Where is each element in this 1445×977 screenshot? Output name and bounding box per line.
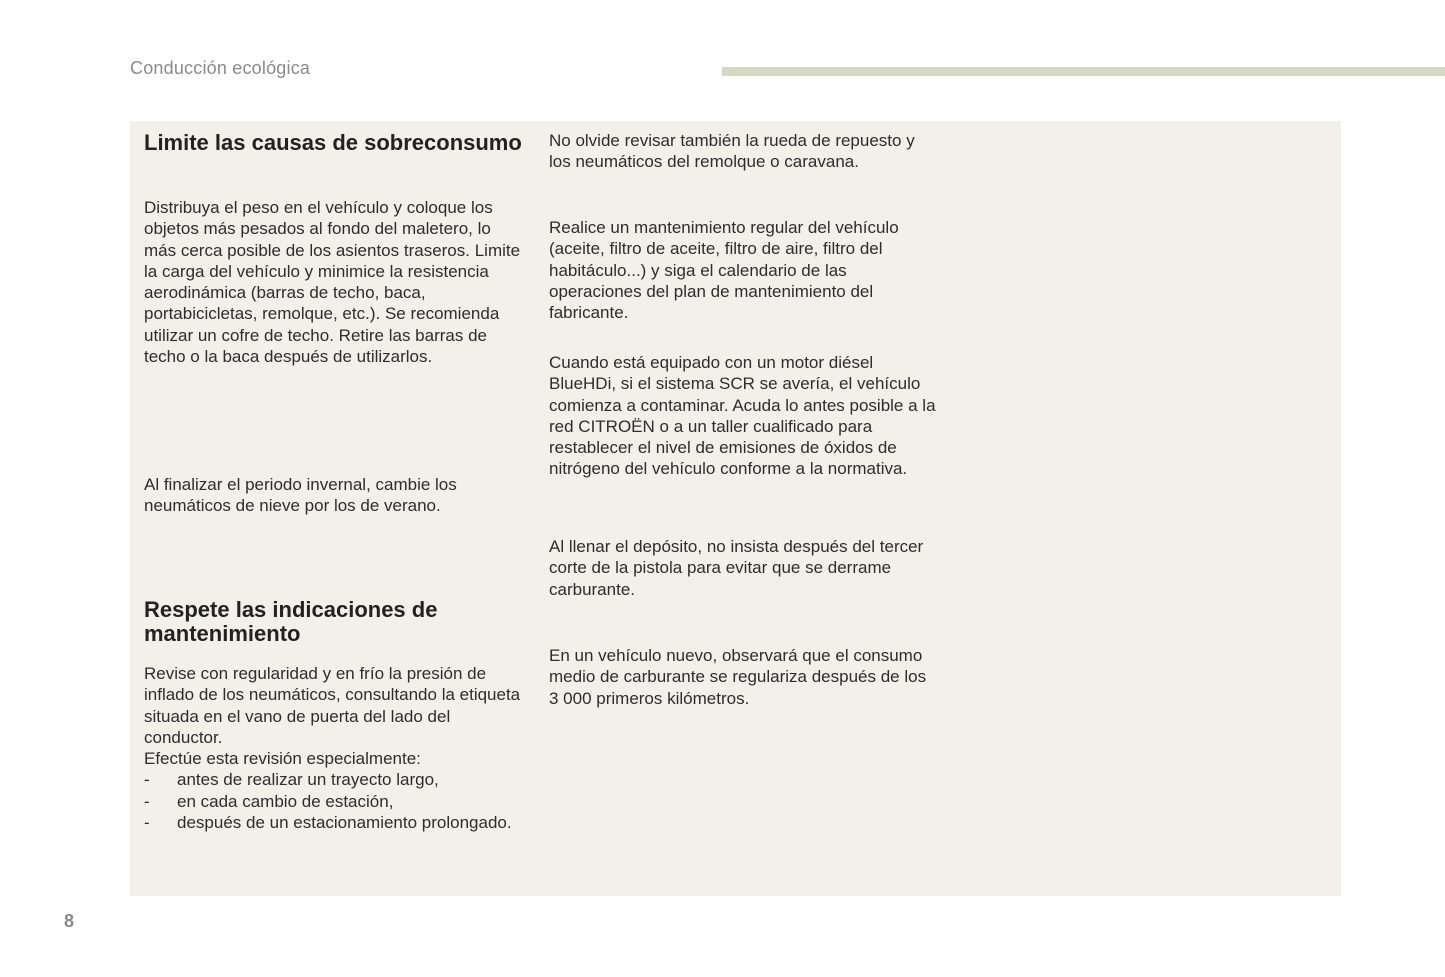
left-paragraph-invernal <box>144 474 524 517</box>
left-heading-mantenimiento <box>144 598 524 646</box>
list-item <box>144 769 524 790</box>
paragraph-peso: Distribuya el peso en el vehículo y coloque los objetos más pesados al fondo del maletero, lo más cerca posible de los asientos traseros. Limite la carga del vehículo y minimice la resistencia aerodinámica (barras de techo, baca, portabicicletas, remolque, etc.). Se recomienda utilizar un cofre de techo. Retire las barras de techo o la baca después de utilizarlos. <box>144 198 521 367</box>
paragraph-invernal: Al finalizar el periodo invernal, cambie los neumáticos de nieve por los de verano. <box>144 475 457 516</box>
list-bullet: - <box>144 770 150 790</box>
left-paragraph-presion <box>144 663 524 833</box>
list-bullet: - <box>144 791 150 811</box>
header-accent-bar <box>722 67 1445 76</box>
paragraph-bluehdi: Cuando está equipado con un motor diésel BlueHDi, si el sistema SCR se avería, el vehículo comienza a contaminar. Acuda lo antes posible a la red CITROËN o a un taller cualificado para restablecer el nivel de emisiones de óxidos de nitrógeno del vehículo conforme a la normativa. <box>549 353 936 479</box>
list-item-text: antes de realizar un trayecto largo, <box>177 770 439 790</box>
left-paragraph-peso <box>144 197 524 367</box>
paragraph-rueda: No olvide revisar también la rueda de repuesto y los neumáticos del remolque o caravana. <box>549 131 915 172</box>
paragraph-revision: Efectúe esta revisión especialmente: <box>144 749 421 769</box>
heading-sobreconsumo: Limite las causas de sobreconsumo <box>144 130 522 155</box>
paragraph-mantenimiento-regular: Realice un mantenimiento regular del vehículo (aceite, filtro de aceite, filtro de aire, filtro del habitáculo...) y siga el calendario de las operaciones del plan de mantenimiento del fabricante. <box>549 218 899 323</box>
list-item-text: en cada cambio de estación, <box>177 791 394 811</box>
revision-list <box>144 769 524 833</box>
list-item-text: después de un estacionamiento prolongado. <box>177 813 512 833</box>
left-heading-sobreconsumo <box>144 131 524 155</box>
paragraph-deposito: Al llenar el depósito, no insista después del tercer corte de la pistola para evitar que se derrame carburante. <box>549 537 924 599</box>
middle-paragraph-rueda <box>549 130 939 173</box>
paragraph-presion: Revise con regularidad y en frío la presión de inflado de los neumáticos, consultando la etiqueta situada en el vano de puerta del lado del conductor. <box>144 664 521 747</box>
list-item <box>144 791 524 812</box>
heading-mantenimiento: Respete las indicaciones de mantenimiento <box>144 597 438 646</box>
middle-paragraph-mantenimiento <box>549 217 939 323</box>
middle-paragraph-deposito <box>549 536 939 600</box>
list-item <box>144 812 524 833</box>
section-title: Conducción ecológica <box>130 58 311 78</box>
paragraph-vehiculo-nuevo: En un vehículo nuevo, observará que el consumo medio de carburante se regulariza después de los 3 000 primeros kilómetros. <box>549 646 927 708</box>
list-bullet: - <box>144 813 150 833</box>
middle-paragraph-bluehdi <box>549 352 939 480</box>
page-number: 8 <box>64 911 75 931</box>
middle-paragraph-vehiculo-nuevo <box>549 645 939 709</box>
